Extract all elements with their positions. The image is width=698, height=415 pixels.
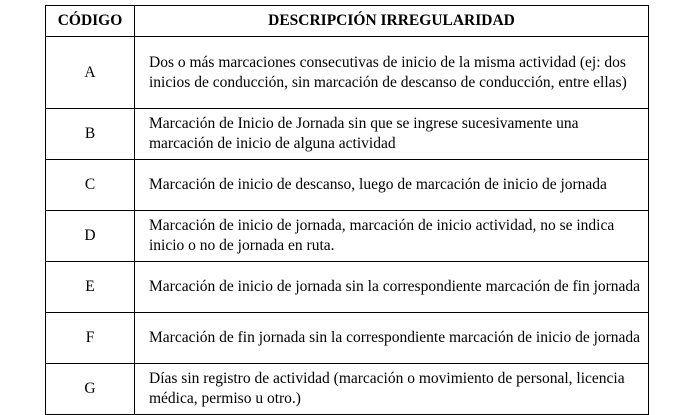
row-description: Días sin registro de actividad (marcación o movimiento de personal, licencia médica, permiso u otro.)	[135, 364, 649, 415]
table-row	[46, 160, 649, 211]
row-description: Marcación de fin jornada sin la correspondiente marcación de inicio de jornada	[135, 313, 649, 364]
irregularity-codes-table	[45, 5, 649, 415]
table-row	[46, 37, 649, 109]
table-row	[46, 109, 649, 160]
row-code: D	[46, 211, 135, 262]
table-row	[46, 211, 649, 262]
irregularity-table-container	[45, 5, 648, 415]
header-description: DESCRIPCIÓN IRREGULARIDAD	[135, 6, 649, 37]
table-row	[46, 262, 649, 313]
row-code: F	[46, 313, 135, 364]
header-code: CÓDIGO	[46, 6, 135, 37]
row-code: G	[46, 364, 135, 415]
table-row	[46, 313, 649, 364]
row-description: Marcación de Inicio de Jornada sin que se ingrese sucesivamente una marcación de inicio de alguna actividad	[135, 109, 649, 160]
row-code: B	[46, 109, 135, 160]
table-row	[46, 364, 649, 415]
row-description: Marcación de inicio de jornada, marcación de inicio actividad, no se indica inicio o no de jornada en ruta.	[135, 211, 649, 262]
row-description: Marcación de inicio de jornada sin la correspondiente marcación de fin jornada	[135, 262, 649, 313]
row-code: A	[46, 37, 135, 109]
row-code: E	[46, 262, 135, 313]
row-description: Dos o más marcaciones consecutivas de inicio de la misma actividad (ej: dos inicios de conducción, sin marcación de descanso de conducción, entre ellas)	[135, 37, 649, 109]
row-description: Marcación de inicio de descanso, luego de marcación de inicio de jornada	[135, 160, 649, 211]
table-header-row	[46, 6, 649, 37]
row-code: C	[46, 160, 135, 211]
